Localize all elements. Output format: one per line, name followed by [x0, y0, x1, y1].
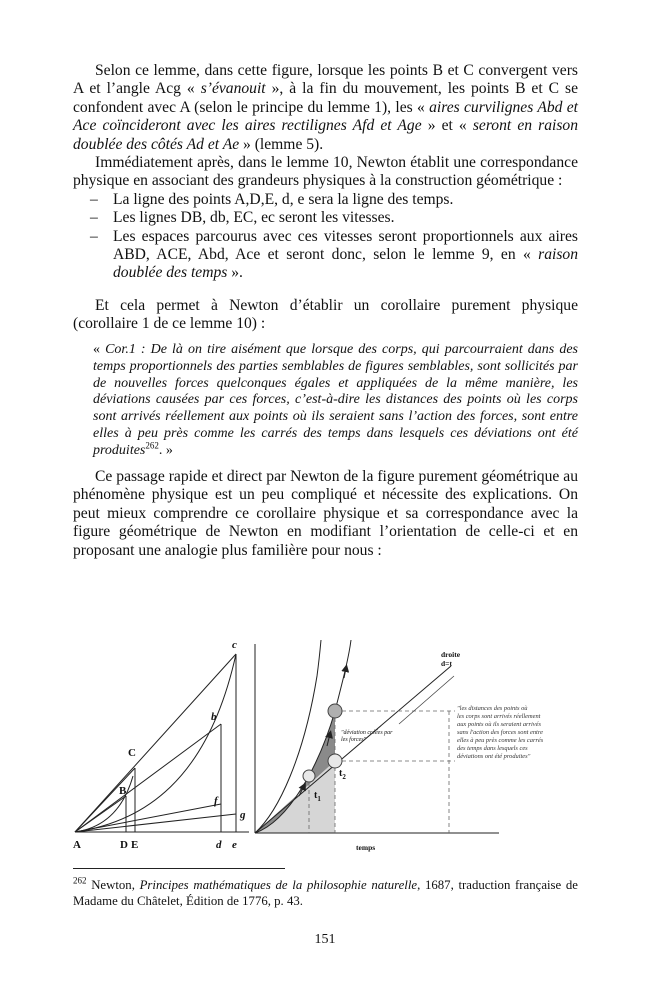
footnote-text: Newton,	[86, 878, 140, 892]
label-A: A	[73, 839, 81, 851]
annotation-line: des temps dans lesquels ces	[457, 745, 528, 752]
list-item	[73, 191, 578, 209]
annotation-line: "les distances des points où	[457, 705, 528, 712]
dash-bullet: –	[90, 190, 98, 208]
label-E: E	[131, 839, 139, 851]
annotation-line: déviations ont été produites"	[457, 753, 531, 760]
straight-line-d-t	[255, 666, 451, 833]
t2-label: $t_2$	[339, 768, 346, 781]
list-item-text: ».	[227, 264, 243, 282]
label-pointer	[399, 676, 454, 724]
italic-run: aires curvilignes Abd et Ace coïncideront avec les aires rectilignes Afd et Age	[73, 98, 578, 135]
label-c: c	[232, 639, 237, 651]
label-e: e	[232, 839, 237, 851]
line-label: d=t	[441, 659, 452, 668]
point-marker	[328, 704, 342, 718]
paragraph-explanation: Ce passage rapide et direct par Newton de la figure purement géométrique au phénomène physique est un peu compliqué et nécessite des explications. On peut mieux comprendre ce corollaire physique et sa correspondance avec la figure géométrique de Newton en modifiant l’orientation de celle-ci et en proposant une analogie plus familière pour nous :	[73, 468, 578, 559]
footnote-ref[interactable]: 262	[145, 440, 159, 451]
x-axis-label: temps	[356, 843, 376, 852]
annotation-line: elles à peu près comme les carrés	[457, 737, 544, 744]
text-run: Selon ce lemme, dans cette figure, lorsque les points B et C convergent vers A et l’angle Acg «	[73, 62, 578, 98]
deviation-label: "déviation créées par	[341, 730, 393, 736]
annotation-line: sans l'action des forces sont entre	[457, 729, 543, 736]
quote-open: «	[93, 341, 106, 357]
quote-text: Cor.1 : De là on tire aisément que lorsque des corps, qui parcourraient dans des temps proportionnels des parties semblables de figures semblables, sont sollicités par de nouvelles forces quelconques égales et appliquées de la même manière, les déviations causées par ces forces, c’est-à-dire les distances des points où les corps sont arrivés réellement aux points où ils seraient sans l’action des forces, sont entre elles à peu près comme les carrés des temps dans lesquels ces déviations ont été produites	[93, 341, 578, 459]
annotation-line: aux points où ils seraient arrivés	[457, 721, 541, 728]
text-run: » et «	[421, 117, 473, 135]
list-item-text: La ligne des points A,D,E, d, e sera la ligne des temps.	[113, 190, 454, 208]
list-item-text: Les espaces parcourus avec ces vitesses seront proportionnels aux aires ABD, ACE, Abd, Ace et seront donc, selon le lemme 9, en «	[113, 227, 578, 264]
italic-run: raison doublée des temps	[113, 246, 578, 282]
page-body	[73, 62, 578, 560]
point-marker	[303, 770, 315, 782]
footnote-rule	[73, 868, 285, 869]
list-item	[73, 228, 578, 283]
deviation-label: les forces"	[341, 737, 367, 743]
footnote-title: Principes mathématiques de la philosophie naturelle	[139, 878, 418, 892]
footnote-number: 262	[73, 875, 87, 886]
paragraph-lemma-9	[73, 62, 578, 154]
label-g: g	[240, 809, 246, 821]
footnote	[73, 877, 578, 909]
line-A-b	[75, 724, 221, 832]
label-d: d	[216, 839, 222, 851]
label-b: b	[211, 711, 217, 723]
label-B: B	[119, 785, 127, 797]
figure	[73, 636, 578, 856]
distance-time-graph	[249, 636, 579, 856]
italic-run: seront en raison doublée des côtés Ad et Ae	[73, 117, 578, 153]
list-item-text: Les lignes DB, db, EC, ec seront les vitesses.	[113, 209, 395, 227]
list-item	[73, 209, 578, 227]
paragraph-lemma-10: Immédiatement après, dans le lemme 10, Newton établit une correspondance physique en associant des grandeurs physiques à la construction géométrique :	[73, 154, 578, 190]
quote-annotation	[457, 705, 544, 760]
label-C: C	[128, 747, 136, 759]
block-quote	[93, 342, 578, 460]
correspondence-list	[73, 191, 578, 283]
label-D: D	[120, 839, 128, 851]
quote-close: . »	[158, 443, 173, 459]
point-marker	[328, 754, 342, 768]
italic-run: s’évanouit	[200, 80, 266, 98]
label-f: f	[214, 795, 218, 807]
text-run: », à la fin du mouvement, les points B et C se confondent avec A (selon le principe du lemme 1), les «	[73, 80, 578, 116]
t1-label: $t_1$	[314, 790, 321, 803]
line-label: droite	[441, 650, 461, 659]
text-run: » (lemme 5).	[239, 135, 324, 153]
dash-bullet: –	[90, 209, 98, 227]
footnote-text: , 1687, traduction française de Madame du Châtelet, Édition de 1776, p. 43.	[73, 878, 578, 908]
page-number: 151	[314, 932, 336, 947]
annotation-line: les corps sont arrivés réellement	[457, 713, 541, 720]
dash-bullet: –	[90, 227, 98, 245]
paragraph-corollary-intro: Et cela permet à Newton d’établir un corollaire purement physique (corollaire 1 de ce lemme 10) :	[73, 296, 578, 333]
